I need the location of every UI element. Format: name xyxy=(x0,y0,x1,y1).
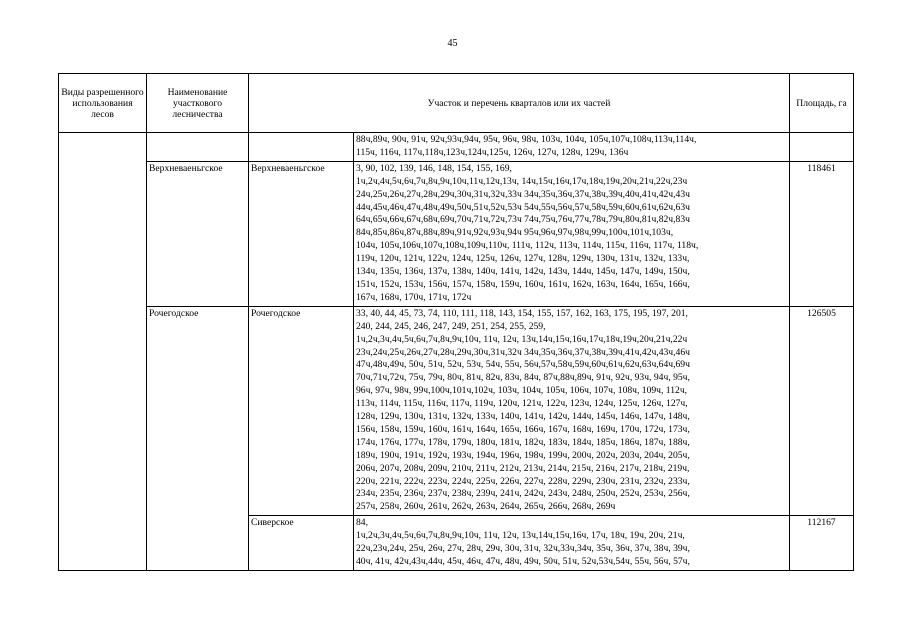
quarters-list-cell xyxy=(354,516,790,571)
use-type-cell xyxy=(59,133,147,571)
quarters-line: 257ч, 258ч, 260ч, 261ч, 262ч, 263ч, 264ч, 265ч, 266ч, 268ч, 269ч xyxy=(356,501,616,513)
quarters-line: 115ч, 116ч, 117ч,118ч,123ч,124ч,125ч, 126ч, 127ч, 128ч, 129ч, 136ч xyxy=(356,146,629,158)
quarters-line: 220ч, 221ч, 222ч, 223ч, 224ч, 225ч, 226ч, 227ч, 228ч, 229ч, 230ч, 231ч, 232ч, 233ч, xyxy=(356,475,690,487)
quarters-line: 156ч, 158ч, 159ч, 160ч, 161ч, 164ч, 165ч, 166ч, 167ч, 168ч, 169ч, 170ч, 172ч, 173ч, xyxy=(356,423,690,435)
area-cell: 112167 xyxy=(790,516,854,571)
district-cell: Верхневаеньгское xyxy=(147,161,249,306)
quarters-line: 88ч,89ч, 90ч, 91ч, 92ч,93ч,94ч, 95ч, 96ч, 98ч, 103ч, 104ч, 105ч,107ч,108ч,113ч,114ч, xyxy=(356,134,697,145)
page-number: 45 xyxy=(447,38,458,49)
header-use-types: Виды разрешенного использования лесов xyxy=(59,74,147,133)
quarters-line: 40ч, 41ч, 42ч,43ч,44ч, 45ч, 46ч, 47ч, 48ч, 49ч, 50ч, 51ч, 52ч,53ч,54ч, 55ч, 56ч, 57ч, xyxy=(356,556,690,567)
quarters-line: 33, 40, 44, 45, 73, 74, 110, 111, 118, 143, 154, 155, 157, 162, 163, 175, 195, 197, 201, xyxy=(356,307,688,319)
header-area: Площадь, га xyxy=(790,74,854,133)
section-cell: Сиверское xyxy=(249,516,354,571)
quarters-line: 84ч,85ч,86ч,87ч,88ч,89ч,91ч,92ч,93ч,94ч 95ч,96ч,97ч,98ч,99ч,100ч,101ч,103ч, xyxy=(356,227,674,239)
quarters-line: 174ч, 176ч, 177ч, 178ч, 179ч, 180ч, 181ч, 182ч, 183ч, 184ч, 185ч, 186ч, 187ч, 188ч, xyxy=(356,436,690,448)
quarters-list-cell xyxy=(354,161,790,306)
quarters-line: 119ч, 120ч, 121ч, 122ч, 124ч, 125ч, 126ч, 127ч, 128ч, 129ч, 130ч, 131ч, 132ч, 133ч, xyxy=(356,253,690,265)
quarters-line: 1ч,2ч,4ч,5ч,6ч,7ч,8ч,9ч,10ч,11ч,12ч,13ч, 14ч,15ч,16ч,17ч,18ч,19ч,20ч,21ч,22ч,23ч xyxy=(356,175,688,187)
quarters-line: 1ч,2ч,3ч,4ч,5ч,6ч,7ч,8ч,9ч,10ч, 11ч, 12ч, 13ч,14ч,15ч,16ч, 17ч, 18ч, 19ч, 20ч, 21ч, xyxy=(356,530,685,542)
section-cell: Верхневаеньгское xyxy=(249,161,354,306)
table-row xyxy=(59,133,854,162)
header-district: Наименование участкового лесничества xyxy=(147,74,249,133)
quarters-line: 113ч, 114ч, 115ч, 116ч, 117ч, 119ч, 120ч, 121ч, 122ч, 123ч, 124ч, 125ч, 126ч, 127ч, xyxy=(356,398,688,410)
quarters-line: 22ч,23ч,24ч, 25ч, 26ч, 27ч, 28ч, 29ч, 30ч, 31ч, 32ч,33ч,34ч, 35ч, 36ч, 37ч, 38ч, 39ч, xyxy=(356,543,690,555)
header-parts: Участок и перечень кварталов или их частей xyxy=(249,74,790,133)
table-row xyxy=(59,161,854,306)
area-cell: 118461 xyxy=(790,161,854,306)
quarters-line: 240, 244, 245, 246, 247, 249, 251, 254, 255, 259, xyxy=(356,320,546,332)
section-cell xyxy=(249,133,354,162)
quarters-list-cell xyxy=(354,306,790,516)
quarters-line: 23ч,24ч,25ч,26ч,27ч,28ч,29ч,30ч,31ч,32ч 34ч,35ч,36ч,37ч,38ч,39ч,41ч,42ч,43ч,46ч xyxy=(356,346,690,358)
quarters-line: 151ч, 152ч, 153ч, 156ч, 157ч, 158ч, 159ч, 160ч, 161ч, 162ч, 163ч, 164ч, 165ч, 166ч, xyxy=(356,278,690,290)
quarters-line: 96ч, 97ч, 98ч, 99ч,100ч,101ч,102ч, 103ч, 104ч, 105ч, 106ч, 107ч, 108ч, 109ч, 112ч, xyxy=(356,385,688,397)
quarters-line: 128ч, 129ч, 130ч, 131ч, 132ч, 133ч, 140ч, 141ч, 142ч, 144ч, 145ч, 146ч, 147ч, 148ч, xyxy=(356,411,690,423)
quarters-line: 206ч, 207ч, 208ч, 209ч, 210ч, 211ч, 212ч, 213ч, 214ч, 215ч, 216ч, 217ч, 218ч, 219ч, xyxy=(356,462,690,474)
quarters-line: 84, xyxy=(356,517,368,529)
quarters-line: 47ч,48ч,49ч, 50ч, 51ч, 52ч, 53ч, 54ч, 55ч, 56ч,57ч,58ч,59ч,60ч,61ч,62ч,63ч,64ч,69ч xyxy=(356,359,690,371)
table-header-row xyxy=(59,74,854,133)
area-cell xyxy=(790,133,854,162)
district-cell: Рочегодское xyxy=(147,306,249,570)
quarters-line: 167ч, 168ч, 170ч, 171ч, 172ч xyxy=(356,291,472,303)
quarters-list-cell xyxy=(354,133,790,162)
quarters-line: 189ч, 190ч, 191ч, 192ч, 193ч, 194ч, 196ч, 198ч, 199ч, 200ч, 202ч, 203ч, 204ч, 205ч, xyxy=(356,449,690,461)
quarters-line: 44ч,45ч,46ч,47ч,48ч,49ч,50ч,51ч,52ч,53ч 54ч,55ч,56ч,57ч,58ч,59ч,60ч,61ч,62ч,63ч xyxy=(356,201,690,213)
area-cell: 126505 xyxy=(790,306,854,516)
quarters-line: 104ч, 105ч,106ч,107ч,108ч,109ч,110ч, 111ч, 112ч, 113ч, 114ч, 115ч, 116ч, 117ч, 118ч, xyxy=(356,240,699,252)
table-body xyxy=(59,133,854,571)
district-cell xyxy=(147,133,249,162)
quarters-line: 234ч, 235ч, 236ч, 237ч, 238ч, 239ч, 241ч, 242ч, 243ч, 248ч, 250ч, 252ч, 253ч, 256ч, xyxy=(356,488,690,500)
quarters-line: 1ч,2ч,3ч,4ч,5ч,6ч,7ч,8ч,9ч,10ч, 11ч, 12ч, 13ч,14ч,15ч,16ч,17ч,18ч,19ч,20ч,21ч,22ч xyxy=(356,333,688,345)
quarters-line: 70ч,71ч,72ч, 75ч, 79ч, 80ч, 81ч, 82ч, 83ч, 84ч, 87ч,88ч,89ч, 91ч, 92ч, 93ч, 94ч, 95ч, xyxy=(356,372,690,384)
quarters-line: 64ч,65ч,66ч,67ч,68ч,69ч,70ч,71ч,72ч,73ч 74ч,75ч,76ч,77ч,78ч,79ч,80ч,81ч,82ч,83ч xyxy=(356,214,690,226)
quarters-line: 24ч,25ч,26ч,27ч,28ч,29ч,30ч,31ч,32ч,33ч 34ч,35ч,36ч,37ч,38ч,39ч,40ч,41ч,42ч,43ч xyxy=(356,188,690,200)
section-cell: Рочегодское xyxy=(249,306,354,516)
quarters-line: 134ч, 135ч, 136ч, 137ч, 138ч, 140ч, 141ч, 142ч, 143ч, 144ч, 145ч, 147ч, 149ч, 150ч, xyxy=(356,266,690,278)
table-row xyxy=(59,306,854,516)
forest-use-table xyxy=(58,73,854,571)
quarters-line: 3, 90, 102, 139, 146, 148, 154, 155, 169, xyxy=(356,162,512,174)
